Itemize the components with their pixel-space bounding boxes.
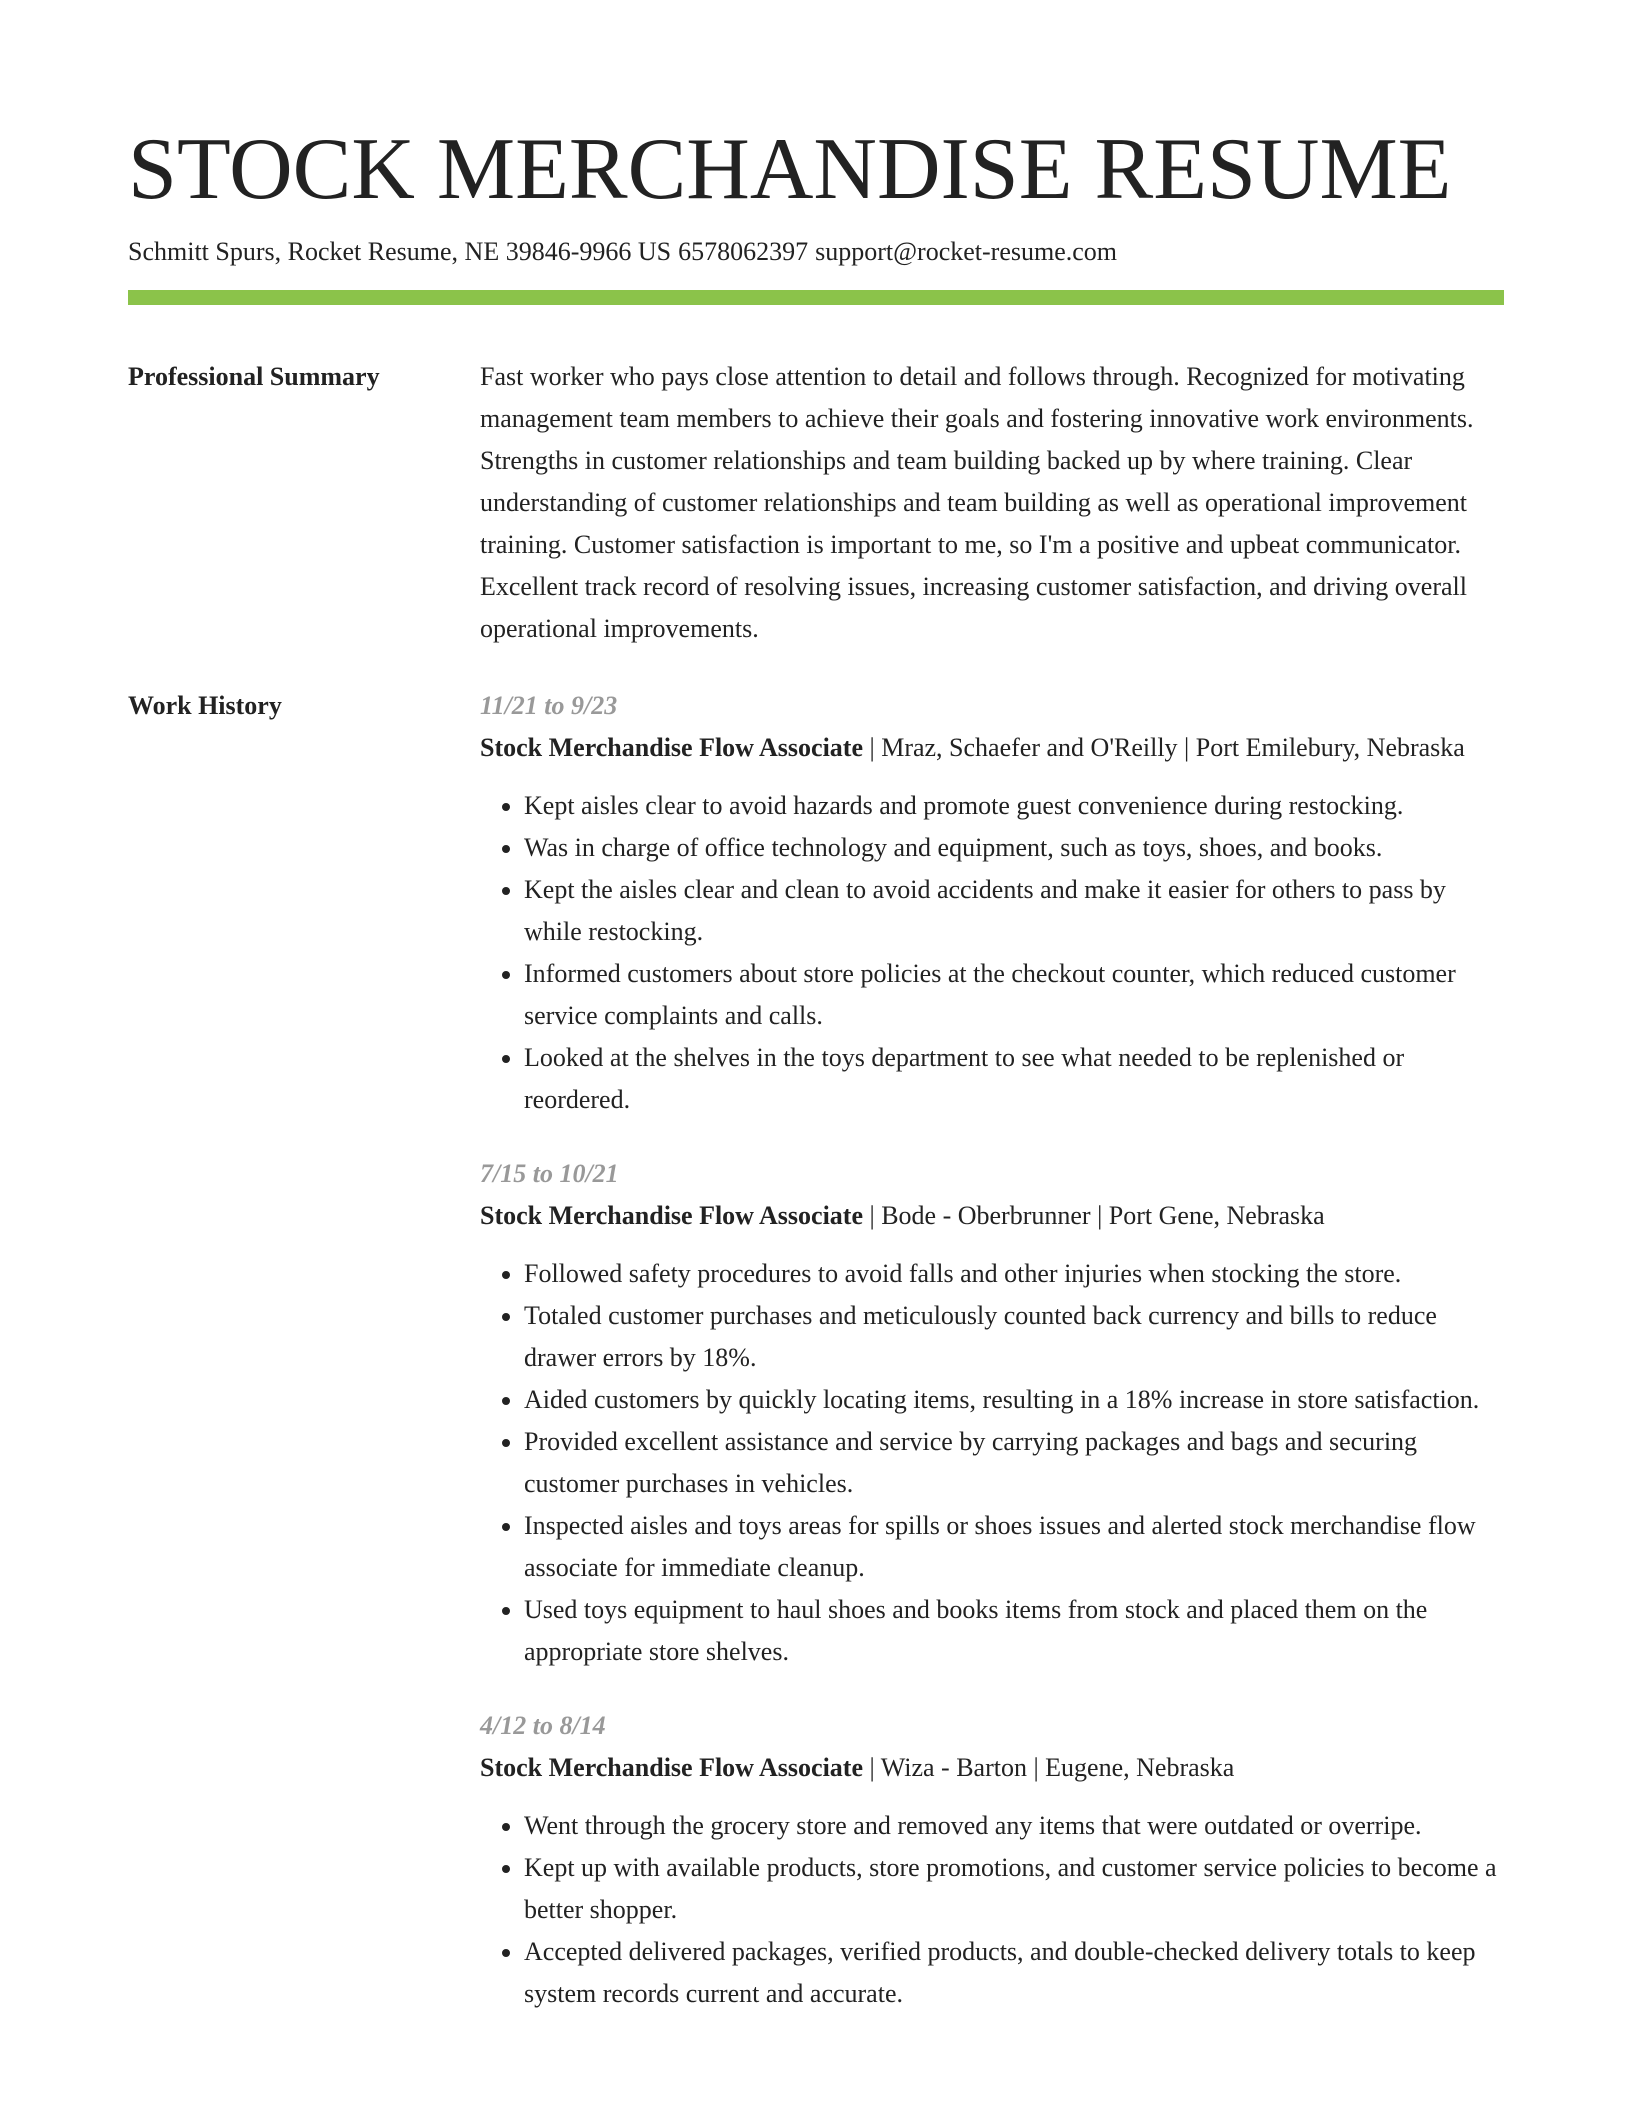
- contact-phone: 6578062397: [678, 237, 809, 266]
- job-heading: [480, 1195, 1504, 1237]
- job-bullet-item: • Totaled customer purchases and meticulously counted back currency and bills to reduce drawer errors by 18%.: [524, 1295, 1504, 1379]
- professional-summary-section: [128, 356, 1504, 650]
- accent-divider: [128, 290, 1504, 305]
- job-entry: [480, 1153, 1504, 1673]
- contact-email: support@rocket-resume.com: [815, 237, 1118, 266]
- contact-address: Schmitt Spurs, Rocket Resume, NE 39846-9966 US: [128, 237, 672, 266]
- job-bullet-item: • Aided customers by quickly locating items, resulting in a 18% increase in store satisfaction.: [524, 1379, 1504, 1421]
- job-bullet-item: • Accepted delivered packages, verified products, and double-checked delivery totals to keep system records current and accurate.: [524, 1931, 1504, 2015]
- job-title: Stock Merchandise Flow Associate: [480, 1753, 863, 1782]
- job-dates: 11/21 to 9/23: [480, 691, 618, 720]
- job-bullet-item: • Used toys equipment to haul shoes and books items from stock and placed them on the appropriate store shelves.: [524, 1589, 1504, 1673]
- job-entry: [480, 1705, 1504, 2015]
- section-label-work: Work History: [128, 691, 282, 720]
- job-bullet-item: • Informed customers about store policies at the checkout counter, which reduced customer service complaints and calls.: [524, 953, 1504, 1037]
- resume-title: STOCK MERCHANDISE RESUME: [128, 121, 1452, 218]
- section-label-summary: Professional Summary: [128, 362, 380, 391]
- job-bullet-item: • Kept aisles clear to avoid hazards and promote guest convenience during restocking.: [524, 785, 1504, 827]
- job-employer-location: | Mraz, Schaefer and O'Reilly | Port Emilebury, Nebraska: [863, 733, 1465, 762]
- job-title: Stock Merchandise Flow Associate: [480, 733, 863, 762]
- summary-body: [480, 356, 1504, 650]
- job-bullet-item: • Kept up with available products, store promotions, and customer service policies to become a better shopper.: [524, 1847, 1504, 1931]
- job-bullet-list: [480, 1805, 1504, 2015]
- job-heading: [480, 727, 1504, 769]
- job-bullet-item: • Was in charge of office technology and equipment, such as toys, shoes, and books.: [524, 827, 1504, 869]
- job-entry: [480, 685, 1504, 1121]
- job-employer-location: | Wiza - Barton | Eugene, Nebraska: [863, 1753, 1235, 1782]
- job-employer-location: | Bode - Oberbrunner | Port Gene, Nebraska: [863, 1201, 1325, 1230]
- job-bullet-item: • Provided excellent assistance and service by carrying packages and bags and securing customer purchases in vehicles.: [524, 1421, 1504, 1505]
- job-heading: [480, 1747, 1504, 1789]
- contact-line: [128, 234, 1504, 270]
- job-bullet-item: • Kept the aisles clear and clean to avoid accidents and make it easier for others to pass by while restocking.: [524, 869, 1504, 953]
- work-history-section: [128, 685, 1504, 2047]
- job-dates: 7/15 to 10/21: [480, 1159, 619, 1188]
- job-bullet-item: • Followed safety procedures to avoid falls and other injuries when stocking the store.: [524, 1253, 1504, 1295]
- job-bullet-list: [480, 1253, 1504, 1673]
- job-title: Stock Merchandise Flow Associate: [480, 1201, 863, 1230]
- summary-text: Fast worker who pays close attention to detail and follows through. Recognized for motivating management team members to achieve their goals and fostering innovative work environments. Strengths in customer relationships and team building backed up by where training. Clear understanding of customer relationships and team building as well as operational improvement training. Customer satisfaction is important to me, so I'm a positive and upbeat communicator. Excellent track record of resolving issues, increasing customer satisfaction, and driving overall operational improvements.: [480, 362, 1474, 643]
- job-bullet-item: • Looked at the shelves in the toys department to see what needed to be replenished or reordered.: [524, 1037, 1504, 1121]
- job-dates: 4/12 to 8/14: [480, 1711, 606, 1740]
- job-bullet-item: • Went through the grocery store and removed any items that were outdated or overripe.: [524, 1805, 1504, 1847]
- resume-page: [128, 118, 1504, 2047]
- job-bullet-list: [480, 785, 1504, 1121]
- work-body: [480, 685, 1504, 2047]
- job-bullet-item: • Inspected aisles and toys areas for spills or shoes issues and alerted stock merchandise flow associate for immediate cleanup.: [524, 1505, 1504, 1589]
